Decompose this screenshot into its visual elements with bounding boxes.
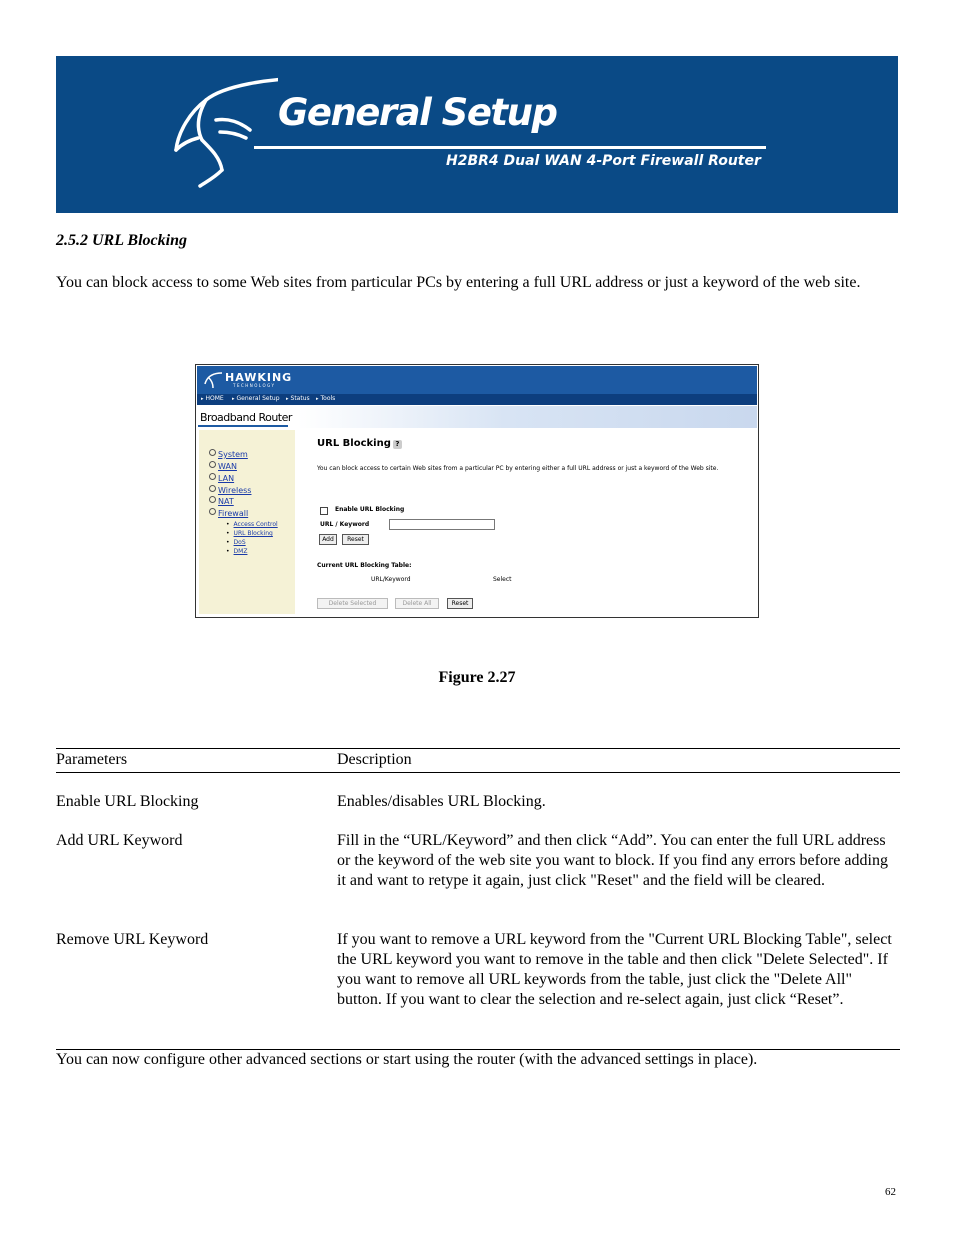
brand-strip — [197, 406, 757, 428]
banner-subtitle: H2BR4 Dual WAN 4-Port Firewall Router — [446, 153, 761, 169]
page-number: 62 — [885, 1186, 896, 1198]
radio-ring-icon — [209, 473, 216, 480]
enable-url-blocking-checkbox[interactable] — [320, 507, 328, 515]
help-icon[interactable]: ? — [393, 440, 402, 449]
table-row-desc: Enables/disables URL Blocking. — [337, 793, 546, 810]
delete-all-button[interactable]: Delete All — [395, 598, 439, 609]
reset-button[interactable]: Reset — [342, 534, 369, 545]
nav-home[interactable]: ▸ HOME — [201, 395, 224, 402]
url-blocking-table-title: Current URL Blocking Table: — [317, 562, 412, 569]
submenu-item-dmz[interactable]: • DMZ — [226, 548, 247, 555]
url-blocking-title: URL Blocking ? — [317, 438, 402, 449]
submenu-item-dos[interactable]: • DoS — [226, 539, 246, 546]
table-row-desc: Fill in the “URL/Keyword” and then click “Add”. You can enter the full URL address or the keyword of the web site you want to block. If you find any errors before adding it and want to retype it again, just click "Reset" and the field will be cleared. — [337, 832, 888, 889]
nav-tools[interactable]: ▸ Tools — [316, 395, 335, 402]
table-row-desc: If you want to remove a URL keyword from the "Current URL Blocking Table", select the URL keyword you want to remove in the table and then click "Delete Selected". If you want to remove all URL keywords from the table, just click the "Delete All" button. If you want to clear the selection and re-select again, just click “Reset”. — [337, 931, 892, 1008]
table-top-rule — [56, 748, 900, 749]
table-header-description: Description — [337, 751, 412, 768]
nav-status[interactable]: ▸ Status — [286, 395, 310, 402]
url-keyword-input[interactable] — [389, 519, 495, 530]
submenu-item-url-blocking[interactable]: • URL Blocking — [226, 530, 273, 537]
figure-caption: Figure 2.27 — [438, 669, 516, 686]
menu-item-wan[interactable]: WAN — [209, 461, 237, 471]
radio-ring-icon — [209, 485, 216, 492]
column-header-url-keyword: URL/Keyword — [371, 576, 411, 583]
router-nav-bar — [197, 394, 757, 405]
logo-subtext: TECHNOLOGY — [233, 383, 276, 388]
router-main-panel — [296, 430, 756, 614]
brand-underline — [198, 425, 288, 427]
brand-label: Broadband Router — [200, 411, 292, 424]
router-sidebar — [199, 430, 295, 614]
menu-item-lan[interactable]: LAN — [209, 473, 234, 483]
table-row-param: Add URL Keyword — [56, 832, 183, 849]
section-heading: 2.5.2 URL Blocking — [56, 232, 187, 249]
menu-item-wireless[interactable]: Wireless — [209, 485, 251, 495]
table-reset-button[interactable]: Reset — [447, 598, 473, 609]
radio-ring-icon — [209, 461, 216, 468]
radio-ring-icon — [209, 449, 216, 456]
intro-paragraph: You can block access to some Web sites from particular PCs by entering a full URL address or just a keyword of the web site. — [56, 274, 861, 291]
header-banner — [56, 56, 898, 213]
eagle-logo-icon — [168, 74, 278, 189]
submenu-item-access-control[interactable]: • Access Control — [226, 521, 278, 528]
radio-ring-icon — [209, 496, 216, 503]
url-keyword-label: URL / Keyword — [320, 521, 370, 528]
table-header-rule — [56, 772, 900, 773]
url-blocking-description: You can block access to certain Web sites from a particular PC by entering either a full URL address or just a keyword of the Web site. — [317, 465, 719, 472]
table-row-param: Remove URL Keyword — [56, 931, 209, 948]
router-top-bar — [197, 366, 757, 394]
add-button[interactable]: Add — [319, 534, 337, 545]
delete-selected-button[interactable]: Delete Selected — [317, 598, 388, 609]
closing-paragraph: You can now configure other advanced sections or start using the router (with the advanced settings in place). — [56, 1051, 758, 1068]
table-row-param: Enable URL Blocking — [56, 793, 199, 810]
radio-ring-icon — [209, 508, 216, 515]
banner-rule — [254, 146, 766, 149]
banner-title: General Setup — [278, 91, 557, 134]
menu-item-system[interactable]: System — [209, 449, 248, 459]
nav-general-setup[interactable]: ▸ General Setup — [232, 395, 280, 402]
table-header-parameters: Parameters — [56, 751, 128, 768]
logo-text: HAWKING — [225, 371, 293, 384]
hawk-icon — [203, 370, 223, 390]
router-ui-screenshot — [195, 364, 759, 618]
column-header-select: Select — [493, 576, 512, 583]
enable-url-blocking-label: Enable URL Blocking — [335, 506, 405, 513]
menu-item-firewall[interactable]: Firewall — [209, 508, 248, 518]
menu-item-nat[interactable]: NAT — [209, 496, 234, 506]
